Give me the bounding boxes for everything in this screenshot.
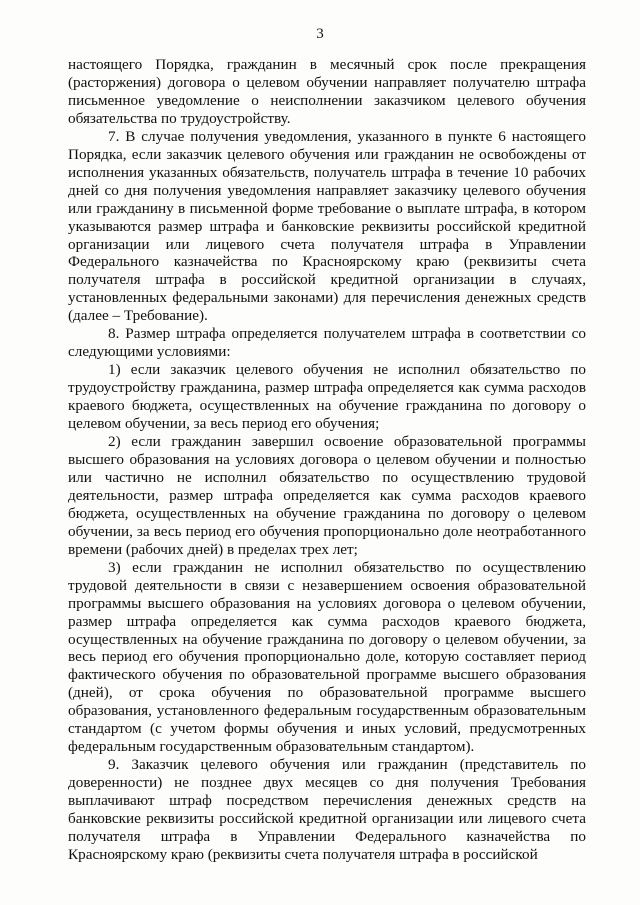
paragraph-8-item-2: 2) если гражданин завершил освоение образовательной программы высшего образования на условиях договора о целевом обучении и полностью или частично не исполнил обязательство по осуществлению трудовой деятельности, размер штрафа определяется как сумма расходов краевого бюджета, осуществленных на обучение гражданина по договору о целевом обучении, за весь период его обучения пропорционально доле неотработанного времени (рабочих дней) в пределах трех лет;: [68, 433, 586, 558]
paragraph-7: 7. В случае получения уведомления, указанного в пункте 6 настоящего Порядка, если заказчик целевого обучения или гражданин не освобождены от исполнения указанных обязательств, получатель штрафа в течение 10 рабочих дней со дня получения уведомления направляет заказчику целевого обучения или гражданину в письменной форме требование о выплате штрафа, в котором указываются размер штрафа и банковские реквизиты российской кредитной организации или лицевого счета получателя штрафа в Управлении Федерального казначейства по Красноярскому краю (реквизиты счета получателя штрафа в российской кредитной организации в случаях, установленных федеральными законами) для перечисления денежных средств (далее – Требование).: [68, 127, 586, 325]
document-body: [68, 56, 586, 864]
paragraph-8: 8. Размер штрафа определяется получателем штрафа в соответствии со следующими условиями:: [68, 325, 586, 361]
paragraph-9: 9. Заказчик целевого обучения или гражданин (представитель по доверенности) не позднее двух месяцев со дня получения Требования выплачивают штраф посредством перечисления денежных средств на банковские реквизиты российской кредитной организации или лицевого счета получателя штрафа в Управлении Федерального казначейства по Красноярскому краю (реквизиты счета получателя штрафа в российской: [68, 756, 586, 863]
paragraph-8-item-1: 1) если заказчик целевого обучения не исполнил обязательство по трудоустройству гражданина, размер штрафа определяется как сумма расходов краевого бюджета, осуществленных на обучение гражданина по договору о целевом обучении, за весь период его обучения;: [68, 361, 586, 433]
page-number: 3: [316, 26, 324, 42]
paragraph-continuation: настоящего Порядка, гражданин в месячный срок после прекращения (расторжения) договора о целевом обучении направляет получателю штрафа письменное уведомление о неисполнении заказчиком целевого обучения обязательства по трудоустройству.: [68, 56, 586, 127]
paragraph-8-item-3: 3) если гражданин не исполнил обязательство по осуществлению трудовой деятельности в связи с незавершением освоения образовательной программы высшего образования на условиях договора о целевом обучении, размер штрафа определяется как сумма расходов краевого бюджета, осуществленных на обучение гражданина по договору о целевом обучении, за весь период его обучения пропорционально доле, которую составляет период фактического обучения по образовательной программе высшего образования (дней), от срока обучения по образовательной программе высшего образования, установленного федеральным государственным образовательным стандартом (с учетом формы обучения и иных условий, предусмотренных федеральным государственным образовательным стандартом).: [68, 558, 586, 756]
